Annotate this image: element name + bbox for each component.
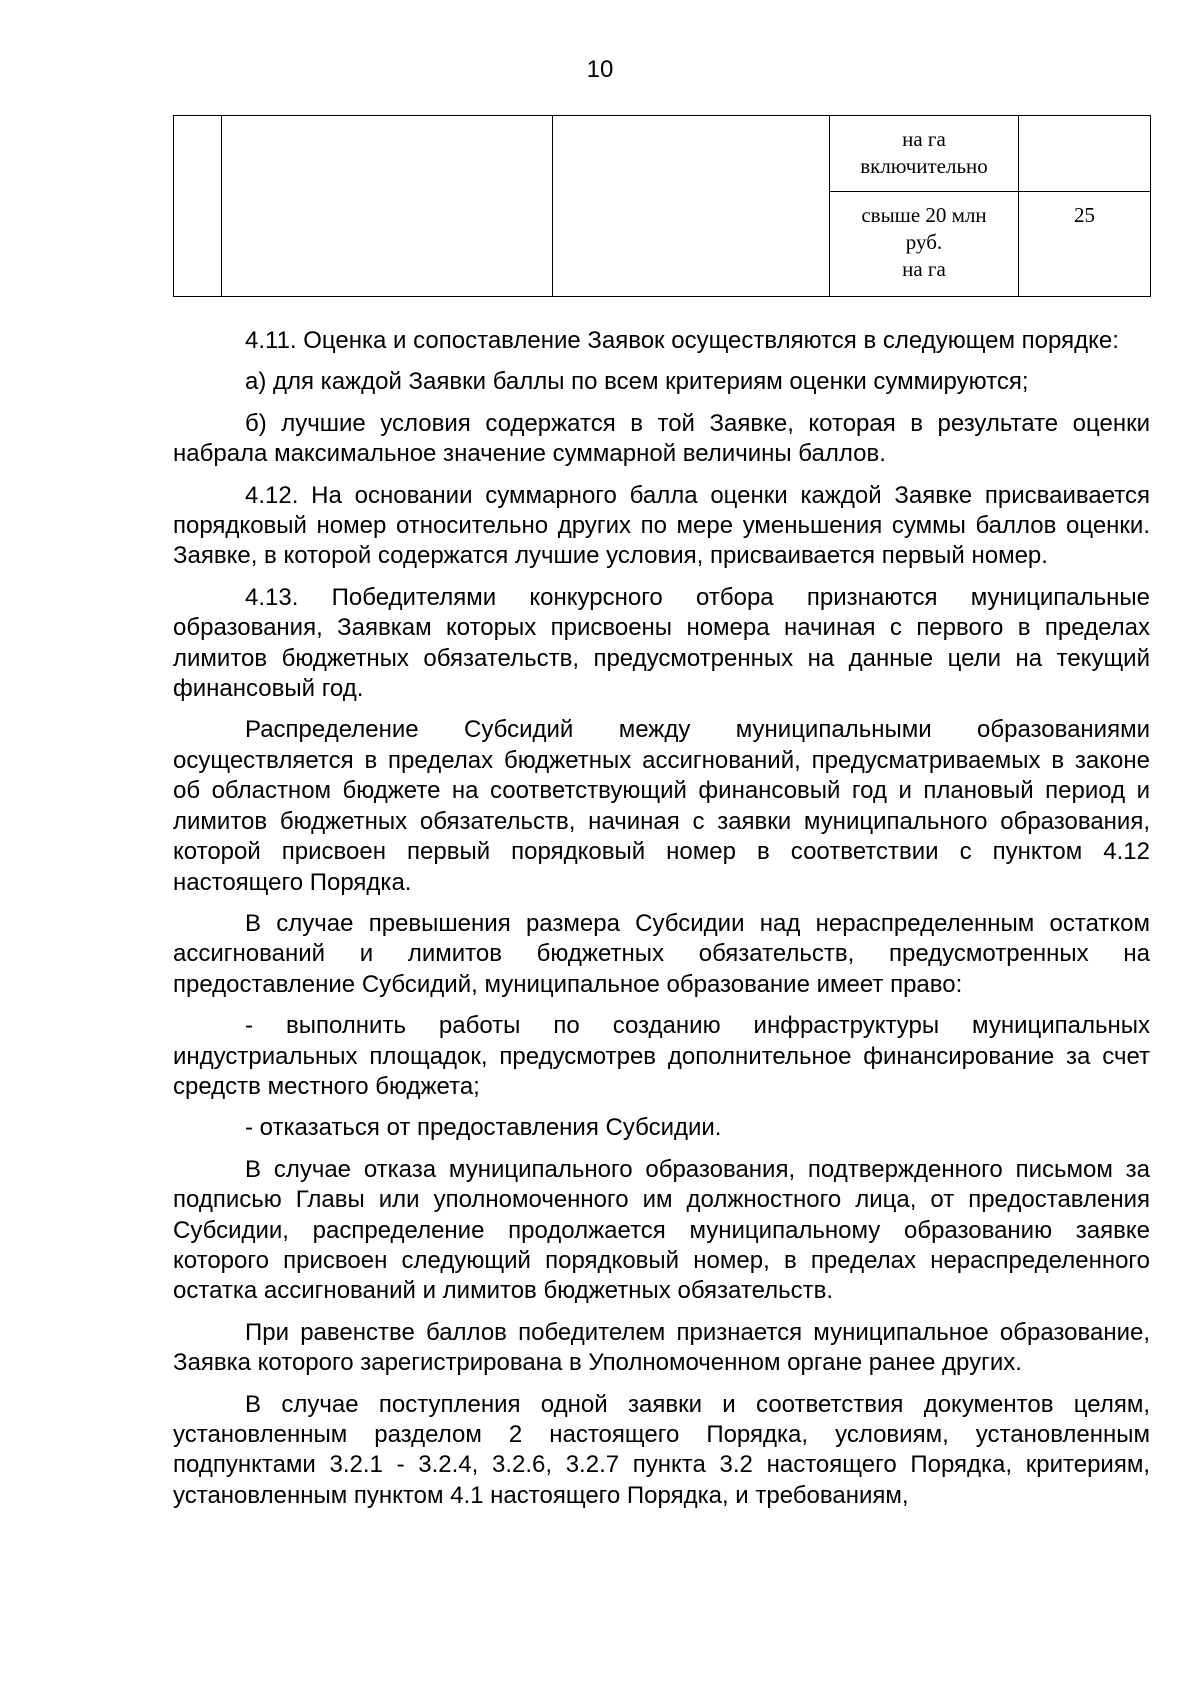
paragraph-excess-case: В случае превышения размера Субсидии над нераспределенным остатком ассигнований и лимитов бюджетных обязательств, предусмотренных на предоставление Субсидий, муниципальное образование имеет право: [173,909,1150,998]
paragraph-option-perform-works: - выполнить работы по созданию инфраструктуры муниципальных индустриальных площадок, предусмотрев дополнительное финансирование за счет средств местного бюджета; [173,1012,1150,1100]
paragraph-item-a: а) для каждой Заявки баллы по всем критериям оценки суммируются; [245,368,1029,396]
table-cell-criterion [553,116,830,297]
document-body [173,326,1150,1522]
table-cell-points: 25 [1019,192,1151,297]
paragraph-single-application: В случае поступления одной заявки и соответствия документов целям, установленным разделом 2 настоящего Порядка, условиям, установленным подпунктами 3.2.1 - 3.2.4, 3.2.6, 3.2.7 пункта 3.2 настоящего Порядка, критериям, установленным пунктом 4.1 настоящего Порядка, и требованиям, [173,1390,1150,1509]
paragraph-refusal-case: В случае отказа муниципального образования, подтвержденного письмом за подписью Главы или уполномоченного им должностного лица, от предоставления Субсидии, распределение продолжается муниципальному образованию заявке которого присвоен следующий порядковый номер, в пределах нераспределенного остатка ассигнований и лимитов бюджетных обязательств. [173,1155,1150,1305]
criteria-table-fragment [173,115,1151,297]
table-cell-points [1019,116,1151,192]
paragraph-4-11: 4.11. Оценка и сопоставление Заявок осуществляются в следующем порядке: [245,327,1119,354]
paragraph-equal-points: При равенстве баллов победителем признается муниципальное образование, Заявка которого зарегистрирована в Уполномоченном органе ранее других. [173,1318,1150,1377]
table-cell-index [174,116,222,297]
paragraph-4-12: 4.12. На основании суммарного балла оценки каждой Заявке присваивается порядковый номер относительно других по мере уменьшения суммы баллов оценки. Заявке, в которой содержатся лучшие условия, присваивается первый номер. [173,481,1150,570]
page-number: 10 [586,56,614,83]
table-cell-value-range: свыше 20 млн руб. на га [830,192,1019,297]
table-row [174,116,1151,192]
paragraph-4-13: 4.13. Победителями конкурсного отбора признаются муниципальные образования, Заявкам которых присвоены номера начиная с первого в пределах лимитов бюджетных обязательств, предусмотренных на данные цели на текущий финансовый год. [173,583,1150,703]
table-cell-name [222,116,553,297]
paragraph-option-refuse: - отказаться от предоставления Субсидии. [245,1114,722,1142]
paragraph-item-b: б) лучшие условия содержатся в той Заявке, которая в результате оценки набрала максимальное значение суммарной величины баллов. [173,409,1150,468]
table-cell-value-range: на га включительно [830,116,1019,192]
paragraph-distribution: Распределение Субсидий между муниципальными образованиями осуществляется в пределах бюджетных ассигнований, предусматриваемых в законе об областном бюджете на соответствующий финансовый год и плановый период и лимитов бюджетных обязательств, начиная с заявки муниципального образования, которой присвоен первый порядковый номер в соответствии с пунктом 4.12 настоящего Порядка. [173,716,1150,896]
